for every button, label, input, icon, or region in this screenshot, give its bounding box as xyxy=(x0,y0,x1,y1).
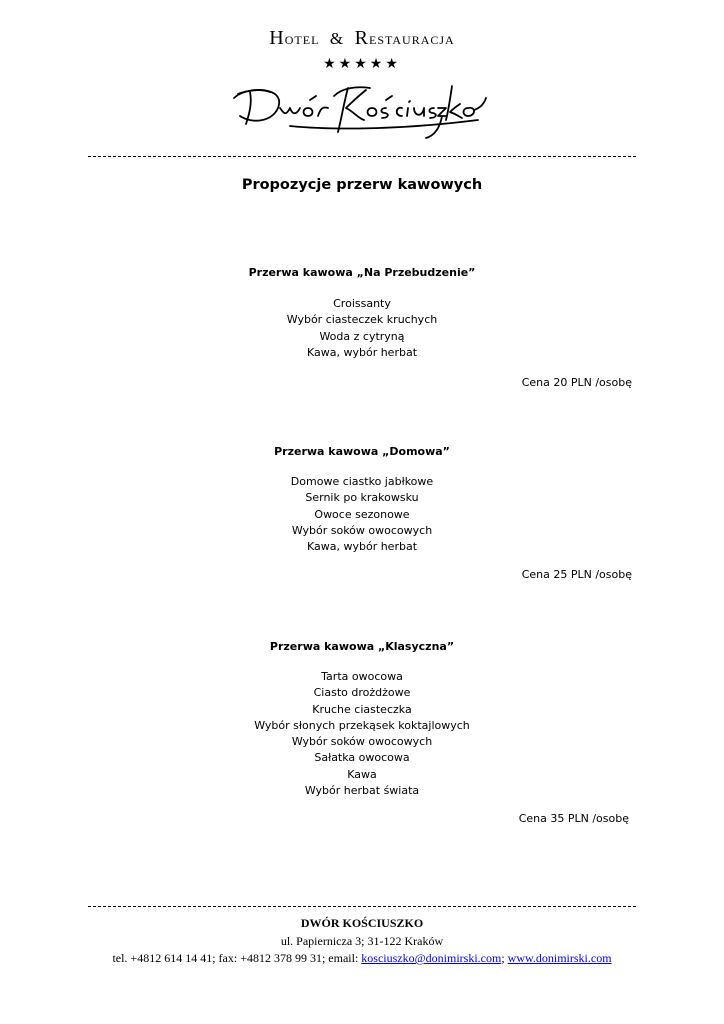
list-item: Woda z cytryną xyxy=(319,329,405,343)
list-item: Kruche ciasteczka xyxy=(312,702,412,716)
list-item: Kawa xyxy=(347,767,377,781)
list-item: Kawa, wybór herbat xyxy=(306,540,418,554)
footer-address: ul. Papiernicza 3; 31-122 Kraków xyxy=(280,934,444,948)
list-item: Domowe ciastko jabłkowe xyxy=(290,475,434,488)
list-item: Kawa, wybór herbat xyxy=(306,345,418,359)
section-price-domowa: Cena 25 PLN /osobę xyxy=(521,568,632,581)
restaurant-initial: R xyxy=(354,27,369,49)
footer-company-name: DWÓR KOŚCIUSZKO xyxy=(300,916,424,930)
section-price-klasyczna: Cena 35 PLN /osobę xyxy=(518,812,629,825)
section-title-klasyczna: Przerwa kawowa „Klasyczna” xyxy=(269,640,455,653)
list-item: Tarta owocowa xyxy=(321,670,403,683)
list-item: Wybór słonych przekąsek koktajlowych xyxy=(254,718,470,732)
signature-logo xyxy=(230,80,490,142)
section-title-na-przebudzenie: Przerwa kawowa „Na Przebudzenie” xyxy=(248,266,476,279)
website-link[interactable]: www.donimirski.com xyxy=(507,951,612,965)
restaurant-word: estauracja xyxy=(368,29,455,48)
list-item: Wybór soków owocowych xyxy=(291,523,433,537)
list-item: Wybór soków owocowych xyxy=(291,735,433,749)
list-item: Owoce sezonowe xyxy=(314,507,410,521)
footer-separator: ; xyxy=(501,951,508,965)
ampersand: & xyxy=(329,29,345,48)
section-items-na-przebudzenie xyxy=(0,296,724,361)
list-item: Wybór ciasteczek kruchych xyxy=(286,313,438,327)
section-items-klasyczna xyxy=(0,669,724,799)
header-divider xyxy=(88,156,636,157)
section-items-domowa xyxy=(0,474,724,555)
list-item: Ciasto drożdżowe xyxy=(313,686,411,700)
page-title: Propozycje przerw kawowych xyxy=(241,177,483,193)
footer-contact xyxy=(0,951,724,966)
hotel-word: otel xyxy=(284,29,320,48)
list-item: Wybór herbat świata xyxy=(304,784,420,798)
hotel-title xyxy=(0,27,724,50)
list-item: Sernik po krakowsku xyxy=(305,491,419,505)
email-link[interactable]: kosciuszko@donimirski.com xyxy=(361,951,502,965)
footer-phone-fax: tel. +4812 614 14 41; fax: +4812 378 99 31; email: xyxy=(112,951,362,965)
hotel-initial: H xyxy=(269,27,285,49)
section-price-na-przebudzenie: Cena 20 PLN /osobę xyxy=(521,376,632,389)
section-title-domowa: Przerwa kawowa „Domowa” xyxy=(274,445,450,458)
list-item: Croissanty xyxy=(333,297,391,310)
list-item: Sałatka owocowa xyxy=(314,751,410,765)
footer-divider xyxy=(88,906,636,907)
star-rating: ★★★★★ xyxy=(323,56,401,72)
